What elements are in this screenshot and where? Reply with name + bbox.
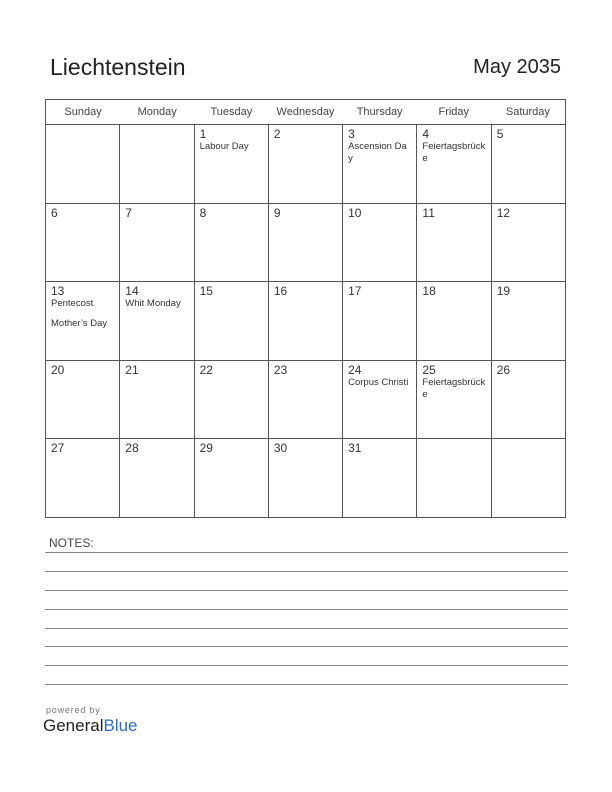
calendar-day-cell xyxy=(120,361,194,439)
calendar-grid xyxy=(45,99,566,518)
day-number: 6 xyxy=(51,205,58,220)
day-number: 26 xyxy=(496,362,511,377)
notes-line xyxy=(45,590,568,591)
day-number: 2 xyxy=(273,127,281,141)
day-number: 17 xyxy=(348,284,362,299)
calendar-week-row xyxy=(46,125,565,204)
day-number: 7 xyxy=(125,205,132,220)
calendar-day-cell xyxy=(195,439,269,517)
day-number: 9 xyxy=(273,205,281,220)
holiday-event: Pentecost xyxy=(51,298,94,310)
day-number: 28 xyxy=(125,441,139,456)
calendar-day-cell xyxy=(46,282,120,360)
day-number: 30 xyxy=(273,441,288,456)
calendar-day-cell xyxy=(195,204,269,282)
calendar-day-cell xyxy=(343,361,417,439)
day-number: 19 xyxy=(496,284,511,299)
calendar-day-cell xyxy=(492,204,565,282)
calendar-day-cell xyxy=(46,125,120,203)
calendar-day-cell xyxy=(269,439,343,517)
day-number: 25 xyxy=(422,362,436,377)
calendar-day-cell xyxy=(195,125,269,203)
weekday-saturday: Saturday xyxy=(505,106,550,118)
day-number: 8 xyxy=(199,205,207,220)
day-number: 15 xyxy=(199,284,213,299)
calendar-day-cell xyxy=(343,282,417,360)
holiday-event: Feiertagsbrücke xyxy=(422,376,486,400)
calendar-day-cell xyxy=(417,282,491,360)
day-number: 21 xyxy=(125,362,139,377)
calendar-day-cell xyxy=(120,282,194,360)
day-number: 1 xyxy=(199,127,207,141)
powered-by-text: powered by xyxy=(46,705,101,715)
day-number: 10 xyxy=(348,205,362,220)
weekday-sunday: Sunday xyxy=(64,106,102,118)
calendar-day-cell xyxy=(417,361,491,439)
calendar-day-cell xyxy=(269,125,343,203)
day-number: 4 xyxy=(422,127,430,141)
calendar-day-cell xyxy=(46,439,120,517)
calendar-week-row xyxy=(46,282,565,361)
calendar-day-cell xyxy=(417,125,491,203)
day-number: 22 xyxy=(199,362,213,377)
day-number: 29 xyxy=(199,441,213,456)
generalblue-logo xyxy=(43,716,138,736)
calendar-day-cell xyxy=(120,439,194,517)
day-number: 18 xyxy=(422,284,436,299)
calendar-week-row xyxy=(46,439,565,517)
weekday-friday: Friday xyxy=(438,106,470,118)
holiday-event: Corpus Christi xyxy=(348,376,409,388)
calendar-day-cell xyxy=(46,361,120,439)
brand-general: General xyxy=(43,716,104,735)
day-number: 20 xyxy=(51,362,65,377)
calendar-day-cell xyxy=(195,361,269,439)
notes-line xyxy=(45,646,568,647)
notes-line xyxy=(45,552,568,553)
day-number: 13 xyxy=(51,284,65,299)
calendar-day-cell xyxy=(120,204,194,282)
calendar-week-row xyxy=(46,204,565,283)
calendar-day-cell xyxy=(343,204,417,282)
day-number: 5 xyxy=(496,127,504,141)
calendar-country-title: Liechtenstein xyxy=(50,54,186,80)
day-number: 11 xyxy=(422,205,435,220)
calendar-day-cell xyxy=(195,282,269,360)
notes-line xyxy=(45,628,568,629)
day-number: 31 xyxy=(348,441,362,456)
notes-label: NOTES: xyxy=(49,536,94,550)
day-number: 12 xyxy=(496,205,511,220)
calendar-day-cell xyxy=(417,204,491,282)
holiday-event: Labour Day xyxy=(199,141,249,152)
day-number: 14 xyxy=(125,284,139,299)
calendar-day-cell xyxy=(343,125,417,203)
day-number: 16 xyxy=(273,284,288,299)
day-number: 27 xyxy=(51,441,65,456)
calendar-day-cell xyxy=(120,125,194,203)
calendar-day-cell xyxy=(269,204,343,282)
holiday-event: Whit Monday xyxy=(125,298,181,310)
calendar-day-cell xyxy=(492,439,565,517)
notes-line xyxy=(45,665,568,666)
day-number: 24 xyxy=(348,362,362,377)
calendar-day-cell xyxy=(492,361,565,439)
weekday-monday: Monday xyxy=(137,106,177,118)
holiday-event: Feiertagsbrücke xyxy=(422,141,486,164)
calendar-week-row xyxy=(46,361,565,440)
calendar-day-cell xyxy=(343,439,417,517)
brand-blue: Blue xyxy=(103,716,138,735)
notes-line xyxy=(45,571,568,572)
weekday-tuesday: Tuesday xyxy=(210,106,253,118)
day-number: 3 xyxy=(348,127,355,141)
calendar-month-year: May 2035 xyxy=(473,56,561,78)
calendar-day-cell xyxy=(492,282,565,360)
notes-line xyxy=(45,609,568,610)
calendar-day-cell xyxy=(269,282,343,360)
weekday-thursday: Thursday xyxy=(356,106,403,118)
calendar-day-cell xyxy=(492,125,565,203)
calendar-day-cell xyxy=(269,361,343,439)
notes-line xyxy=(45,684,568,685)
calendar-day-cell xyxy=(417,439,491,517)
weekday-header-row xyxy=(46,100,565,125)
weekday-wednesday: Wednesday xyxy=(276,106,335,118)
holiday-event: Mother’s Day xyxy=(51,318,108,330)
calendar-day-cell xyxy=(46,204,120,282)
holiday-event: Ascension Day xyxy=(348,141,407,164)
day-number: 23 xyxy=(273,362,288,377)
